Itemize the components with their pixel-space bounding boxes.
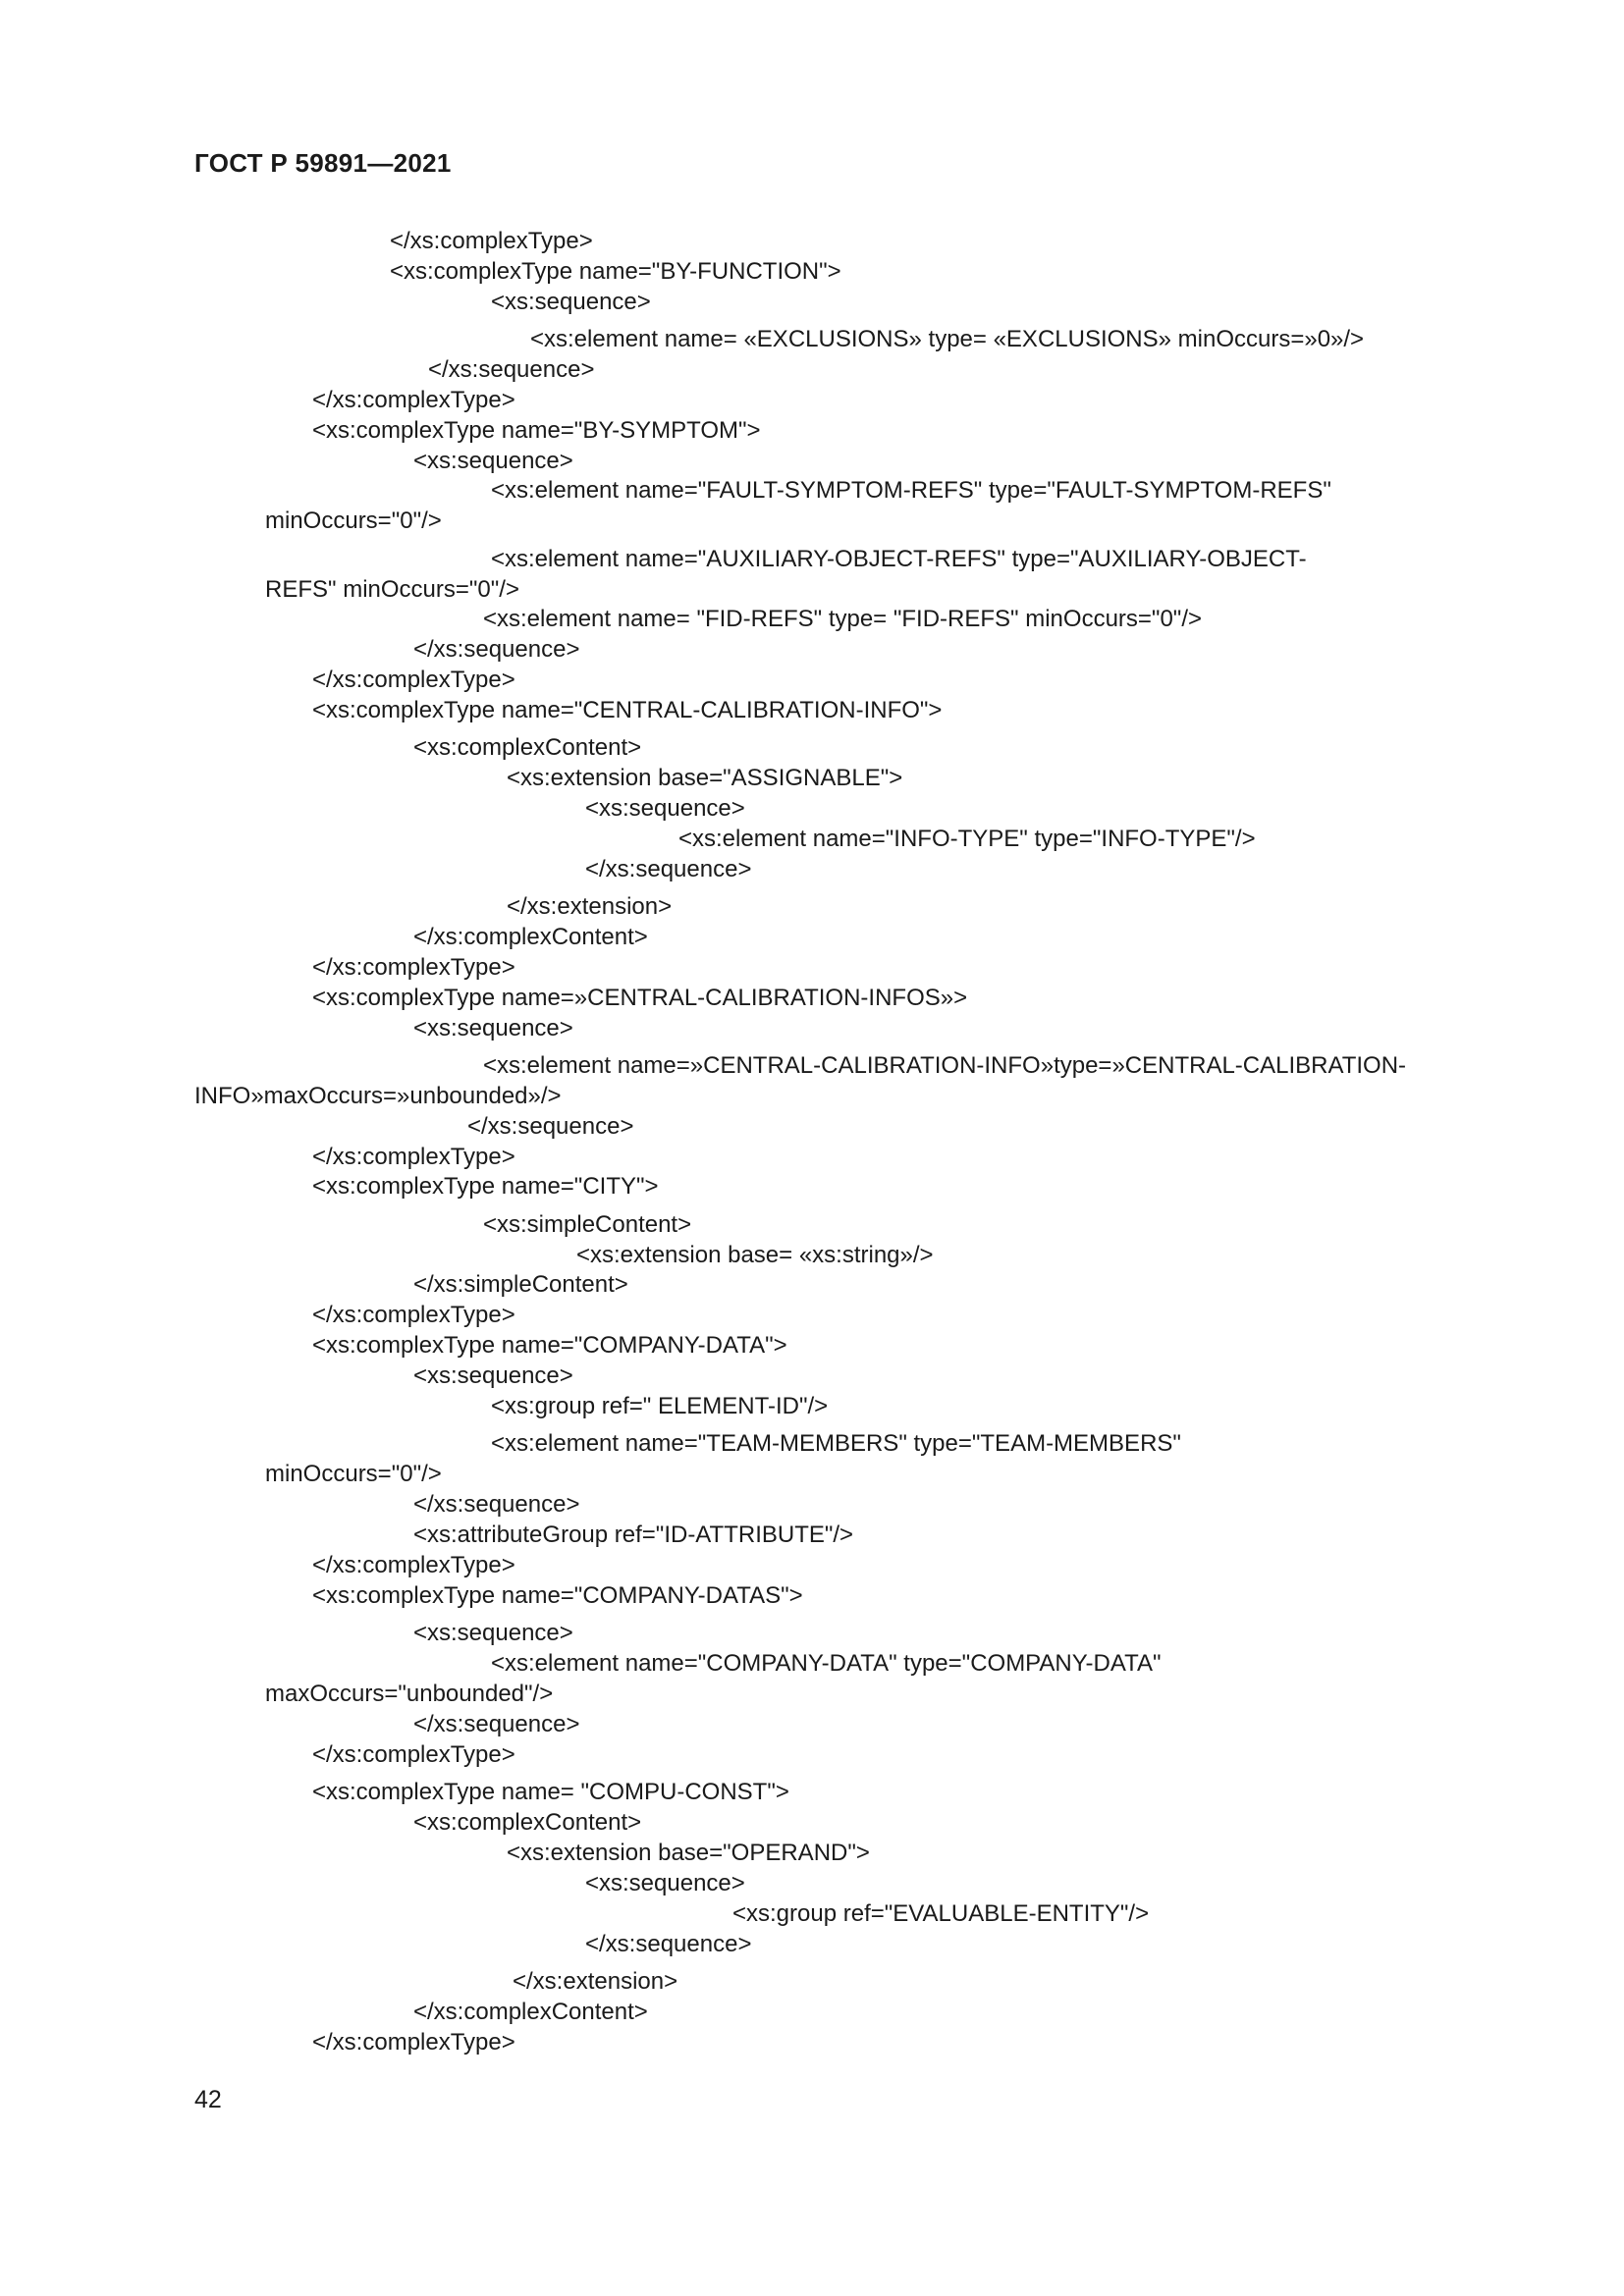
- code-line: </xs:sequence>: [413, 1491, 580, 1518]
- code-line: </xs:sequence>: [585, 856, 752, 882]
- code-line: <xs:complexContent>: [413, 734, 642, 761]
- code-line: <xs:element name=»CENTRAL-CALIBRATION-INFO»type=»CENTRAL-CALIBRATION-: [483, 1052, 1407, 1079]
- code-line: <xs:element name= "FID-REFS" type= "FID-REFS" minOccurs="0"/>: [483, 606, 1202, 632]
- code-line: <xs:sequence>: [413, 1362, 573, 1389]
- code-line: <xs:complexType name="BY-SYMPTOM">: [312, 417, 761, 444]
- code-line: <xs:complexType name=»CENTRAL-CALIBRATION-INFOS»>: [312, 985, 968, 1011]
- code-line: <xs:element name="COMPANY-DATA" type="COMPANY-DATA": [491, 1650, 1162, 1677]
- code-line: </xs:sequence>: [413, 636, 580, 663]
- document-header: ГОСТ Р 59891—2021: [194, 148, 452, 178]
- code-line: INFO»maxOccurs=»unbounded»/>: [194, 1083, 562, 1109]
- code-line: <xs:complexType name="COMPANY-DATAS">: [312, 1582, 803, 1609]
- code-line: minOccurs="0"/>: [265, 1461, 442, 1487]
- code-line: </xs:complexType>: [312, 1552, 515, 1578]
- code-line: <xs:sequence>: [413, 1015, 573, 1041]
- code-line: </xs:simpleContent>: [413, 1271, 628, 1298]
- code-line: </xs:complexType>: [312, 1144, 515, 1170]
- code-line: <xs:group ref=" ELEMENT-ID"/>: [491, 1393, 829, 1419]
- code-line: </xs:sequence>: [467, 1113, 634, 1140]
- code-line: <xs:group ref="EVALUABLE-ENTITY"/>: [732, 1900, 1150, 1927]
- code-line: <xs:complexType name="COMPANY-DATA">: [312, 1332, 787, 1359]
- code-line: </xs:complexType>: [312, 1741, 515, 1768]
- code-line: <xs:element name="AUXILIARY-OBJECT-REFS" type="AUXILIARY-OBJECT-: [491, 546, 1307, 572]
- code-line: </xs:complexType>: [312, 1302, 515, 1328]
- code-line: <xs:extension base= «xs:string»/>: [576, 1242, 934, 1268]
- code-line: <xs:sequence>: [413, 1620, 573, 1646]
- code-line: </xs:sequence>: [585, 1931, 752, 1957]
- code-line: <xs:element name="INFO-TYPE" type="INFO-TYPE"/>: [678, 826, 1256, 852]
- code-line: <xs:complexType name="CENTRAL-CALIBRATION-INFO">: [312, 697, 943, 723]
- code-line: <xs:element name="TEAM-MEMBERS" type="TEAM-MEMBERS": [491, 1430, 1181, 1457]
- code-line: <xs:sequence>: [413, 448, 573, 474]
- code-line: </xs:complexType>: [390, 228, 593, 254]
- code-line: <xs:complexType name= "COMPU-CONST">: [312, 1779, 789, 1805]
- code-line: <xs:element name="FAULT-SYMPTOM-REFS" type="FAULT-SYMPTOM-REFS": [491, 477, 1331, 504]
- code-line: </xs:complexContent>: [413, 924, 648, 950]
- code-line: <xs:complexType name="CITY">: [312, 1173, 659, 1200]
- code-line: <xs:extension base="ASSIGNABLE">: [507, 765, 903, 791]
- code-line: </xs:complexContent>: [413, 1999, 648, 2025]
- code-line: minOccurs="0"/>: [265, 507, 442, 534]
- code-line: <xs:simpleContent>: [483, 1211, 692, 1238]
- code-line: <xs:attributeGroup ref="ID-ATTRIBUTE"/>: [413, 1522, 854, 1548]
- code-line: </xs:sequence>: [428, 356, 595, 383]
- code-line: <xs:element name= «EXCLUSIONS» type= «EXCLUSIONS» minOccurs=»0»/>: [530, 326, 1365, 352]
- page-number: 42: [194, 2086, 222, 2113]
- code-line: <xs:complexContent>: [413, 1809, 642, 1836]
- code-line: </xs:complexType>: [312, 387, 515, 413]
- code-line: </xs:sequence>: [413, 1711, 580, 1737]
- code-line: <xs:sequence>: [585, 1870, 745, 1896]
- code-line: </xs:complexType>: [312, 954, 515, 981]
- code-line: </xs:complexType>: [312, 667, 515, 693]
- code-line: </xs:extension>: [513, 1968, 678, 1995]
- code-line: </xs:complexType>: [312, 2029, 515, 2056]
- code-line: <xs:extension base="OPERAND">: [507, 1840, 870, 1866]
- code-line: </xs:extension>: [507, 893, 673, 920]
- code-line: <xs:complexType name="BY-FUNCTION">: [390, 258, 841, 285]
- code-line: <xs:sequence>: [585, 795, 745, 822]
- code-line: maxOccurs="unbounded"/>: [265, 1681, 554, 1707]
- code-line: <xs:sequence>: [491, 289, 651, 315]
- code-line: REFS" minOccurs="0"/>: [265, 576, 519, 603]
